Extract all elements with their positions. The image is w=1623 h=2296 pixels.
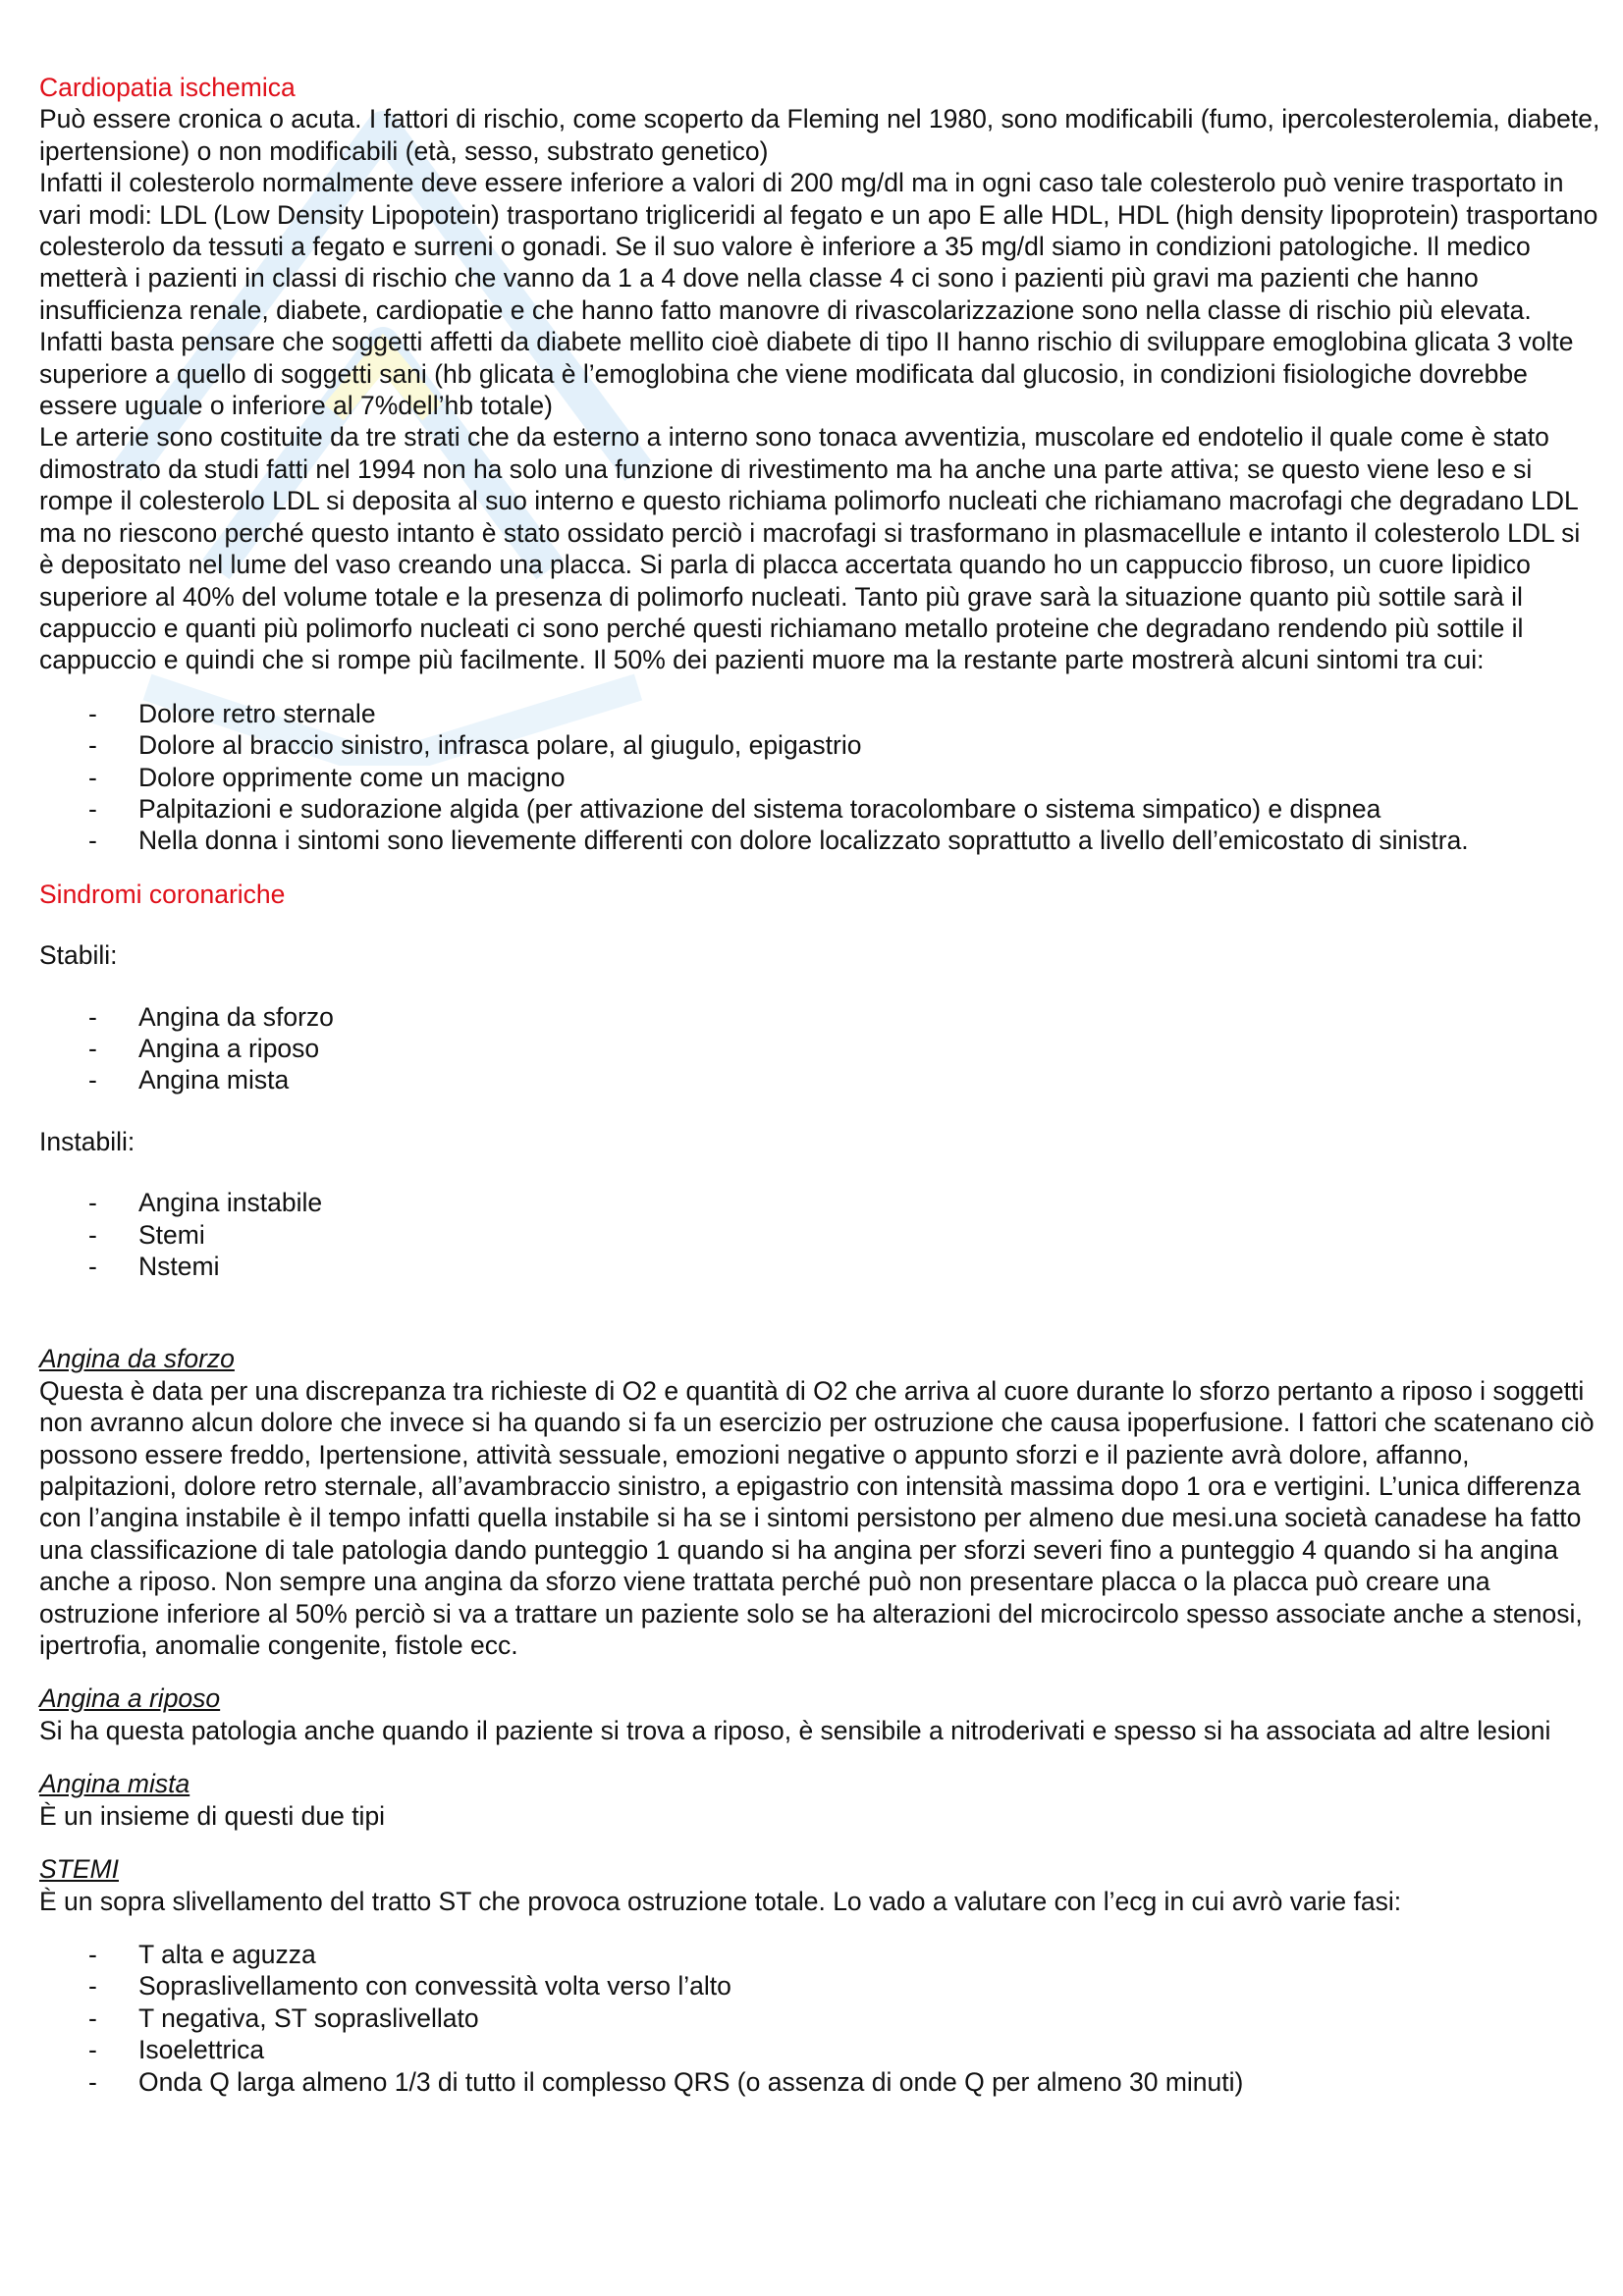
paragraph-angina-riposo: Si ha questa patologia anche quando il paziente si trova a riposo, è sensibile a nitroderivati e spesso si ha associata ad altre lesioni (39, 1715, 1551, 1745)
list-item: - Stemi (39, 1219, 1600, 1251)
document-page (39, 72, 1600, 2098)
list-item: - Sopraslivellamento con convessità volta verso l’alto (39, 1970, 1600, 2002)
subheading-angina-riposo: Angina a riposo (39, 1683, 221, 1714)
subheading-stemi: STEMI (39, 1854, 119, 1885)
list-item: - Angina instabile (39, 1187, 1600, 1218)
section-title-cardiopatia: Cardiopatia ischemica (39, 73, 296, 102)
subheading-angina-mista: Angina mista (39, 1769, 190, 1799)
paragraph-intro: Può essere cronica o acuta. I fattori di rischio, come scoperto da Fleming nel 1980, sono modificabili (fumo, ipercolesterolemia, diabete, ipertensione) o non modificabili (età, sesso, substrato genetico) (39, 104, 1600, 166)
list-item: - Isoelettrica (39, 2034, 1600, 2065)
list-item: - Dolore opprimente come un macigno (39, 762, 1600, 793)
list-item: - Angina da sforzo (39, 1001, 1600, 1033)
stemi-phases-list (39, 1939, 1600, 2098)
list-item: - Nstemi (39, 1251, 1600, 1282)
unstable-list (39, 1187, 1600, 1282)
list-item: - Nella donna i sintomi sono lievemente differenti con dolore localizzato soprattutto a livello dell’emicostato di sinistra. (39, 825, 1600, 856)
stable-list (39, 1001, 1600, 1096)
label-instabili: Instabili: (39, 1126, 135, 1156)
list-item: - Dolore retro sternale (39, 698, 1600, 729)
list-item: - T negativa, ST sopraslivellato (39, 2002, 1600, 2034)
paragraph-colesterolo: Infatti il colesterolo normalmente deve essere inferiore a valori di 200 mg/dl ma in ogni caso tale colesterolo può venire trasportato in vari modi: LDL (Low Density Lipopotein) trasportano trigliceridi al fegato e un apo E alle HDL, HDL (high density lipoprotein) trasportano colesterolo da tessuti a fegato e surreni o gonadi. Se il suo valore è inferiore a 35 mg/dl siamo in condizioni patologiche. Il medico metterà i pazienti in classi di rischio che vanno da 1 a 4 dove nella classe 4 ci sono i pazienti più gravi ma pazienti che hanno insufficienza renale, diabete, cardiopatie e che hanno fatto manovre di rivascolarizzazione sono nella classe di rischio più elevata. Infatti basta pensare che soggetti affetti da diabete mellito cioè diabete di tipo II hanno rischio di sviluppare emoglobina glicata 3 volte superiore a quello di soggetti sani (hb glicata è l’emoglobina che viene modificata dal glucosio, in condizioni fisiologiche dovrebbe essere uguale o inferiore al 7%dell’hb totale) (39, 168, 1598, 421)
list-item: - Angina mista (39, 1064, 1600, 1095)
list-item: - Angina a riposo (39, 1033, 1600, 1064)
list-item: - Dolore al braccio sinistro, infrasca polare, al giugulo, epigastrio (39, 729, 1600, 761)
paragraph-angina-mista: È un insieme di questi due tipi (39, 1800, 386, 1831)
list-item: - Palpitazioni e sudorazione algida (per attivazione del sistema toracolombare o sistema simpatico) e dispnea (39, 793, 1600, 825)
paragraph-arterie: Le arterie sono costituite da tre strati che da esterno a interno sono tonaca avventizia, muscolare ed endotelio il quale come è stato dimostrato da studi fatti nel 1994 non ha solo una funzione di rivestimento ma ha anche una parte attiva; se questo viene leso e si rompe il colesterolo LDL si deposita al suo interno e questo richiama polimorfo nucleati che richiamano macrofagi che degradano LDL ma no riescono perché questo intanto è stato ossidato perciò i macrofagi si trasformano in plasmacellule e intanto il colesterolo LDL si è depositato nel lume del vaso creando una placca. Si parla di placca accertata quando ho un cappuccio fibroso, un cuore lipidico superiore al 40% del volume totale e la presenza di polimorfo nucleati. Tanto più grave sarà la situazione quanto più sottile sarà il cappuccio e quanti più polimorfo nucleati ci sono perché questi richiamano metallo proteine che degradano rendendo più sottile il cappuccio e quindi che si rompe più facilmente. Il 50% dei pazienti muore ma la restante parte mostrerà alcuni sintomi tra cui: (39, 422, 1581, 675)
list-item: - Onda Q larga almeno 1/3 di tutto il complesso QRS (o assenza di onde Q per almeno 30 minuti) (39, 2066, 1600, 2098)
paragraph-stemi: È un sopra slivellamento del tratto ST che provoca ostruzione totale. Lo vado a valutare con l’ecg in cui avrò varie fasi: (39, 1886, 1402, 1916)
paragraph-angina-sforzo: Questa è data per una discrepanza tra richieste di O2 e quantità di O2 che arriva al cuore durante lo sforzo pertanto a riposo i soggetti non avranno alcun dolore che invece si ha quando si fa un esercizio per ostruzione che causa ipoperfusione. I fattori che scatenano ciò possono essere freddo, Ipertensione, attività sessuale, emozioni negative o appunto sforzi e il paziente avrà dolore, affanno, palpitazioni, dolore retro sternale, all’avambraccio sinistro, a epigastrio con intensità massima dopo 1 ora e vertigini. L’unica differenza con l’angina instabile è il tempo infatti quella instabile si ha se i sintomi persistono per almeno due mesi.una società canadese ha fatto una classificazione di tale patologia dando punteggio 1 quando si ha angina per sforzi severi fino a punteggio 4 quando si ha angina anche a riposo. Non sempre una angina da sforzo viene trattata perché può non presentare placca o la placca può creare una ostruzione inferiore al 50% perciò si va a trattare un paziente solo se ha alterazioni del microcircolo spesso associate anche a stenosi, ipertrofia, anomalie congenite, fistole ecc. (39, 1375, 1595, 1661)
list-item: - T alta e aguzza (39, 1939, 1600, 1970)
label-stabili: Stabili: (39, 940, 118, 971)
section-title-sindromi: Sindromi coronariche (39, 879, 286, 909)
subheading-angina-sforzo: Angina da sforzo (39, 1344, 235, 1374)
symptoms-list (39, 698, 1600, 857)
